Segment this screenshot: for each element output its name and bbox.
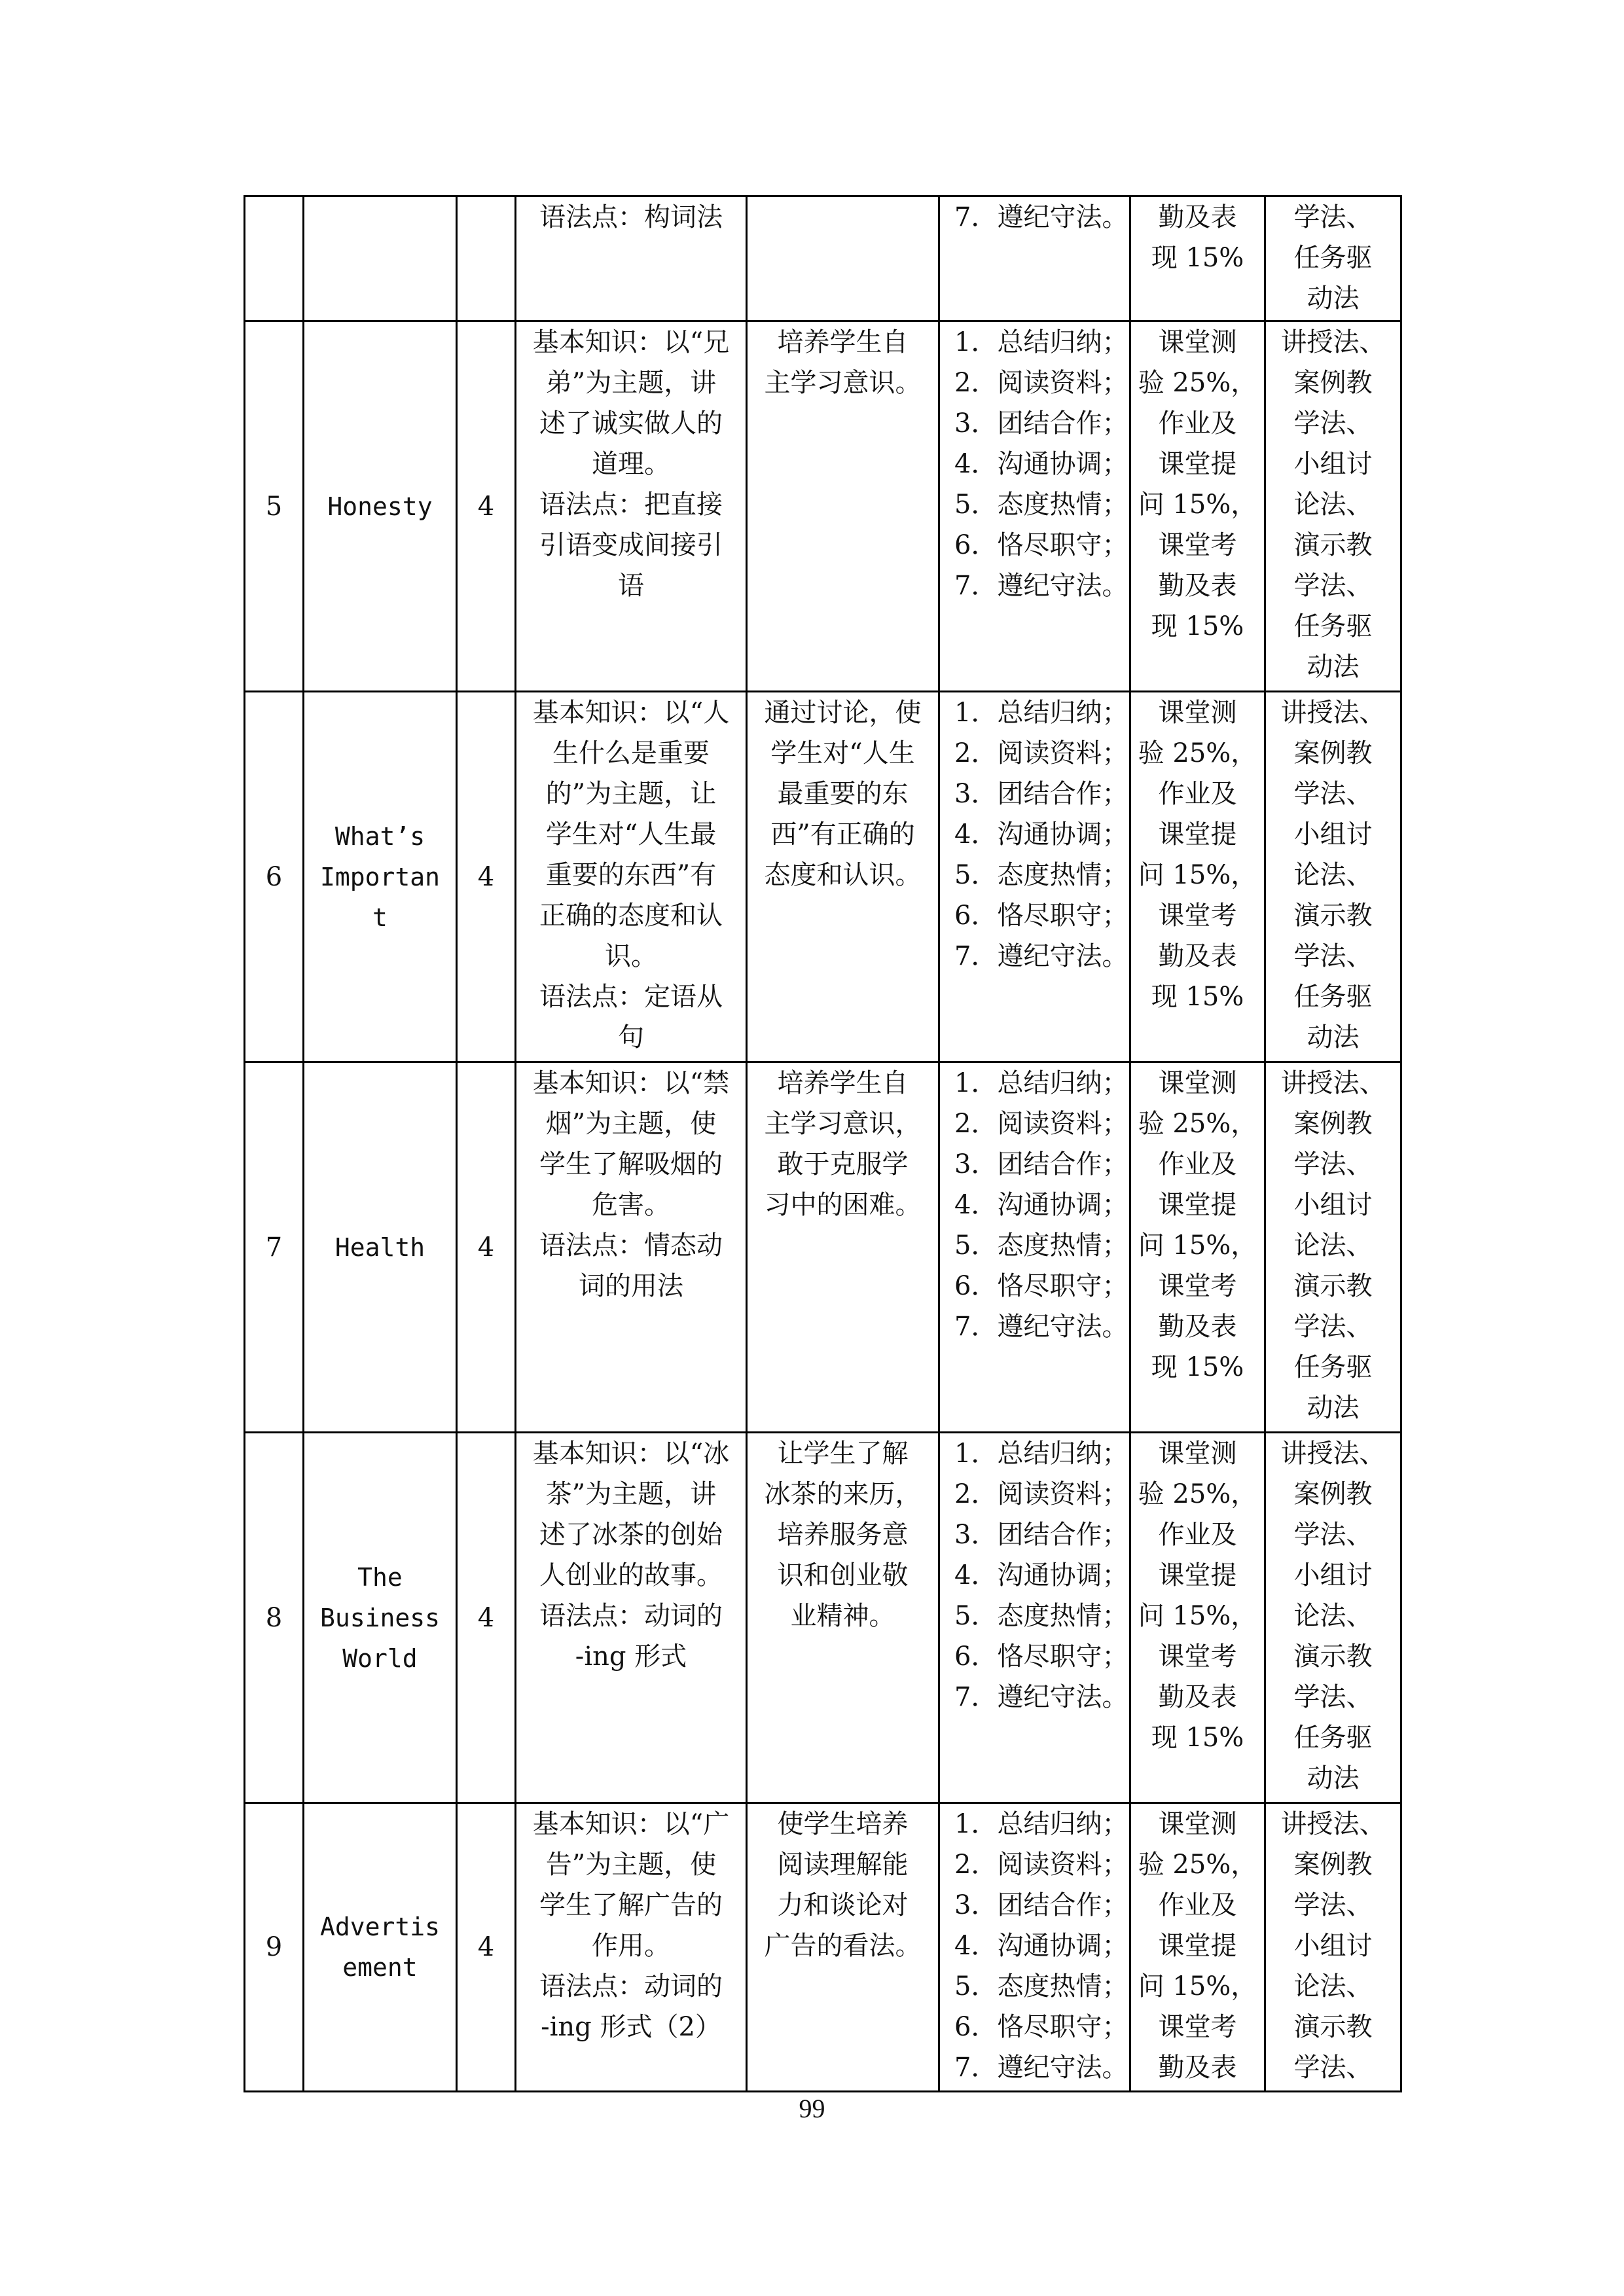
cell-goals-line: 学生对“人生: [770, 738, 915, 768]
cell-unit-title-line: What’s: [334, 821, 425, 851]
cell-teaching-methods-line: 学法、: [1293, 571, 1373, 601]
cell-abilities-line: 1．总结归纳；: [954, 1068, 1128, 1098]
cell-abilities-line: 5．态度热情；: [954, 1601, 1128, 1631]
cell-content: [516, 692, 747, 1062]
cell-assessment-line: 验 25%，: [1138, 1850, 1257, 1880]
cell-teaching-methods-line: 学法、: [1293, 2053, 1373, 2083]
cell-content: [516, 196, 747, 321]
cell-abilities-line: 7．遵纪守法。: [954, 941, 1128, 971]
cell-assessment-line: 课堂提: [1158, 1560, 1237, 1590]
cell-abilities-line: 4．沟通协调；: [954, 449, 1128, 479]
cell-assessment-line: 现 15%: [1151, 1723, 1244, 1753]
cell-unit-title: [304, 1433, 457, 1803]
cell-teaching-methods-line: 演示教: [1293, 2012, 1373, 2042]
cell-number: [245, 196, 304, 321]
cell-assessment-line: 课堂测: [1158, 1439, 1237, 1469]
cell-abilities-line: 4．沟通协调；: [954, 1931, 1128, 1961]
cell-hours: 4: [457, 692, 516, 1062]
cell-teaching-methods-line: 学法、: [1293, 1682, 1373, 1712]
cell-abilities-line: 2．阅读资料；: [954, 1850, 1128, 1880]
cell-content-line: 句: [618, 1022, 644, 1052]
cell-goals-line: 培养服务意: [777, 1520, 909, 1550]
cell-content-line: 语法点：把直接: [539, 490, 723, 520]
cell-goals-line: 通过讨论，使: [764, 698, 922, 728]
cell-abilities-line: 7．遵纪守法。: [954, 1682, 1128, 1712]
table-row: [245, 1062, 1401, 1433]
cell-abilities: [939, 692, 1130, 1062]
cell-abilities-line: 3．团结合作；: [954, 1149, 1128, 1179]
cell-teaching-methods: [1265, 321, 1401, 692]
cell-assessment-line: 作业及: [1158, 779, 1237, 809]
cell-content-line: 语法点：定语从: [539, 982, 723, 1012]
cell-content-line: 茶”为主题，讲: [545, 1479, 717, 1509]
table-row: [245, 321, 1401, 692]
cell-unit-title-line: Importan: [319, 862, 441, 891]
cell-teaching-methods-line: 学法、: [1293, 1520, 1373, 1550]
cell-hours: [457, 196, 516, 321]
cell-teaching-methods-line: 演示教: [1293, 901, 1373, 931]
cell-teaching-methods-line: 案例教: [1293, 1850, 1373, 1880]
cell-unit-title-line: World: [342, 1643, 418, 1673]
cell-assessment-line: 课堂提: [1158, 819, 1237, 850]
cell-content: [516, 1062, 747, 1433]
cell-content-line: -ing 形式: [575, 1641, 687, 1672]
cell-teaching-methods-line: 讲授法、: [1280, 327, 1386, 357]
cell-abilities: [939, 321, 1130, 692]
cell-content-line: 弟”为主题，讲: [545, 368, 717, 398]
cell-number: 5: [245, 321, 304, 692]
cell-goals-line: 业精神。: [790, 1601, 895, 1631]
cell-assessment-line: 现 15%: [1151, 982, 1244, 1012]
cell-teaching-methods-line: 学法、: [1293, 1149, 1373, 1179]
cell-teaching-methods-line: 演示教: [1293, 530, 1373, 560]
cell-content-line: 语法点：动词的: [539, 1601, 723, 1631]
cell-assessment-line: 课堂提: [1158, 1931, 1237, 1961]
cell-teaching-methods-line: 学法、: [1293, 1890, 1373, 1920]
cell-teaching-methods-line: 小组讨: [1293, 1560, 1373, 1590]
cell-assessment: [1130, 196, 1265, 321]
cell-assessment-line: 作业及: [1158, 1149, 1237, 1179]
cell-content-line: 学生了解广告的: [539, 1890, 723, 1920]
cell-assessment-line: 勤及表: [1158, 202, 1237, 232]
cell-assessment-line: 课堂测: [1158, 698, 1237, 728]
cell-teaching-methods-line: 动法: [1307, 1393, 1360, 1423]
cell-abilities: [939, 1062, 1130, 1433]
cell-teaching-methods-line: 讲授法、: [1280, 1809, 1386, 1839]
cell-teaching-methods-line: 论法、: [1293, 860, 1373, 890]
cell-hours: 4: [457, 1062, 516, 1433]
cell-assessment: [1130, 692, 1265, 1062]
page-number: 99: [799, 2094, 825, 2123]
cell-assessment-line: 问 15%，: [1138, 1230, 1257, 1261]
cell-teaching-methods-line: 学法、: [1293, 1312, 1373, 1342]
cell-assessment-line: 作业及: [1158, 408, 1237, 439]
cell-assessment-line: 勤及表: [1158, 571, 1237, 601]
cell-abilities-line: 6．恪尽职守；: [954, 901, 1128, 931]
cell-teaching-methods-line: 论法、: [1293, 1971, 1373, 2001]
cell-abilities-line: 5．态度热情；: [954, 490, 1128, 520]
cell-teaching-methods-line: 论法、: [1293, 1601, 1373, 1631]
course-schedule-table: [244, 195, 1402, 2092]
cell-abilities-line: 2．阅读资料；: [954, 1479, 1128, 1509]
cell-goals-line: 主学习意识，: [764, 1109, 922, 1139]
table-row: [245, 1433, 1401, 1803]
cell-abilities-line: 2．阅读资料；: [954, 368, 1128, 398]
cell-unit-title: [304, 1062, 457, 1433]
cell-content-line: 述了冰茶的创始: [539, 1520, 723, 1550]
cell-content-line: 作用。: [592, 1931, 670, 1961]
cell-teaching-methods-line: 案例教: [1293, 1479, 1373, 1509]
cell-teaching-methods-line: 讲授法、: [1280, 698, 1386, 728]
cell-teaching-methods-line: 案例教: [1293, 738, 1373, 768]
cell-goals-line: 最重要的东: [777, 779, 909, 809]
cell-abilities-line: 5．态度热情；: [954, 860, 1128, 890]
table-body: [245, 196, 1401, 2092]
cell-goals-line: 广告的看法。: [764, 1931, 922, 1961]
cell-unit-title-line: ement: [342, 1953, 418, 1982]
cell-content-line: 基本知识：以“禁: [532, 1068, 730, 1098]
cell-content-line: 人创业的故事。: [539, 1560, 723, 1590]
cell-goals-line: 让学生了解: [777, 1439, 909, 1469]
cell-teaching-methods-line: 动法: [1307, 652, 1360, 682]
cell-assessment-line: 问 15%，: [1138, 860, 1257, 890]
cell-assessment-line: 课堂测: [1158, 1068, 1237, 1098]
cell-assessment-line: 问 15%，: [1138, 1601, 1257, 1631]
cell-assessment: [1130, 1062, 1265, 1433]
cell-assessment-line: 作业及: [1158, 1520, 1237, 1550]
cell-goals-line: 培养学生自: [777, 1068, 909, 1098]
cell-abilities-line: 3．团结合作；: [954, 1520, 1128, 1550]
cell-goals-line: 敢于克服学: [777, 1149, 909, 1179]
cell-assessment-line: 课堂测: [1158, 327, 1237, 357]
cell-unit-title-line: Business: [319, 1603, 441, 1632]
cell-abilities-line: 1．总结归纳；: [954, 698, 1128, 728]
cell-unit-title: [304, 321, 457, 692]
cell-content-line: 的”为主题，让: [545, 779, 717, 809]
cell-abilities-line: 1．总结归纳；: [954, 1809, 1128, 1839]
cell-teaching-methods-line: 小组讨: [1293, 819, 1373, 850]
cell-abilities-line: 3．团结合作；: [954, 408, 1128, 439]
cell-assessment-line: 课堂提: [1158, 449, 1237, 479]
cell-content-line: 词的用法: [579, 1271, 683, 1301]
cell-assessment-line: 验 25%，: [1138, 368, 1257, 398]
cell-goals: [747, 1803, 939, 2092]
cell-abilities-line: 3．团结合作；: [954, 779, 1128, 809]
cell-assessment-line: 勤及表: [1158, 1682, 1237, 1712]
cell-goals: [747, 196, 939, 321]
cell-assessment-line: 课堂考: [1158, 2012, 1237, 2042]
cell-content-line: 语法点：情态动: [539, 1230, 723, 1261]
cell-assessment: [1130, 1433, 1265, 1803]
cell-content-line: 烟”为主题，使: [545, 1109, 717, 1139]
cell-content-line: 引语变成间接引: [539, 530, 723, 560]
cell-abilities-line: 2．阅读资料；: [954, 738, 1128, 768]
cell-assessment-line: 课堂提: [1158, 1190, 1237, 1220]
cell-teaching-methods: [1265, 1433, 1401, 1803]
cell-teaching-methods: [1265, 1062, 1401, 1433]
cell-assessment-line: 问 15%，: [1138, 1971, 1257, 2001]
cell-abilities-line: 6．恪尽职守；: [954, 1271, 1128, 1301]
cell-assessment-line: 现 15%: [1151, 611, 1244, 641]
cell-teaching-methods-line: 讲授法、: [1280, 1439, 1386, 1469]
cell-goals: [747, 1062, 939, 1433]
cell-unit-title: [304, 692, 457, 1062]
cell-goals-line: 培养学生自: [777, 327, 909, 357]
cell-teaching-methods-line: 任务驱: [1293, 1723, 1373, 1753]
cell-teaching-methods-line: 任务驱: [1293, 982, 1373, 1012]
cell-abilities-line: 4．沟通协调；: [954, 1190, 1128, 1220]
cell-abilities-line: 3．团结合作；: [954, 1890, 1128, 1920]
cell-number: 9: [245, 1803, 304, 2092]
cell-assessment-line: 勤及表: [1158, 1312, 1237, 1342]
cell-teaching-methods-line: 小组讨: [1293, 1190, 1373, 1220]
cell-content-line: 生什么是重要: [552, 738, 710, 768]
cell-content: [516, 321, 747, 692]
cell-goals: [747, 321, 939, 692]
cell-content-line: 道理。: [592, 449, 670, 479]
cell-abilities-line: 7．遵纪守法。: [954, 202, 1128, 232]
cell-teaching-methods-line: 任务驱: [1293, 1352, 1373, 1382]
cell-teaching-methods-line: 演示教: [1293, 1271, 1373, 1301]
cell-goals-line: 西”有正确的: [770, 819, 915, 850]
cell-content-line: 告”为主题，使: [545, 1850, 717, 1880]
cell-teaching-methods-line: 小组讨: [1293, 449, 1373, 479]
cell-teaching-methods-line: 案例教: [1293, 1109, 1373, 1139]
cell-abilities-line: 7．遵纪守法。: [954, 571, 1128, 601]
cell-content: [516, 1433, 747, 1803]
cell-unit-title: [304, 1803, 457, 2092]
table-row: [245, 692, 1401, 1062]
cell-unit-title-line: Advertis: [319, 1912, 441, 1941]
cell-teaching-methods-line: 学法、: [1293, 408, 1373, 439]
cell-goals: [747, 1433, 939, 1803]
cell-assessment-line: 现 15%: [1151, 243, 1244, 273]
cell-assessment-line: 课堂考: [1158, 901, 1237, 931]
cell-abilities-line: 6．恪尽职守；: [954, 1641, 1128, 1672]
cell-content-line: 语: [618, 571, 644, 601]
cell-abilities: [939, 1433, 1130, 1803]
cell-teaching-methods: [1265, 196, 1401, 321]
cell-assessment-line: 勤及表: [1158, 2053, 1237, 2083]
cell-teaching-methods: [1265, 692, 1401, 1062]
cell-content-line: 基本知识：以“冰: [532, 1439, 730, 1469]
cell-goals-line: 阅读理解能: [777, 1850, 909, 1880]
cell-assessment-line: 现 15%: [1151, 1352, 1244, 1382]
cell-goals-line: 识和创业敬: [777, 1560, 909, 1590]
cell-teaching-methods-line: 动法: [1307, 283, 1360, 314]
cell-content-line: 基本知识：以“广: [532, 1809, 730, 1839]
table-row: [245, 196, 1401, 321]
cell-teaching-methods-line: 学法、: [1293, 202, 1373, 232]
cell-abilities: [939, 1803, 1130, 2092]
cell-abilities-line: 1．总结归纳；: [954, 1439, 1128, 1469]
cell-hours: 4: [457, 321, 516, 692]
cell-teaching-methods-line: 学法、: [1293, 941, 1373, 971]
cell-content-line: 语法点：动词的: [539, 1971, 723, 2001]
cell-teaching-methods-line: 论法、: [1293, 1230, 1373, 1261]
cell-goals-line: 习中的困难。: [764, 1190, 922, 1220]
cell-unit-title-line: Health: [334, 1232, 425, 1262]
cell-assessment-line: 验 25%，: [1138, 1479, 1257, 1509]
cell-assessment-line: 课堂考: [1158, 1271, 1237, 1301]
cell-content: [516, 1803, 747, 2092]
cell-assessment-line: 勤及表: [1158, 941, 1237, 971]
cell-content-line: 学生对“人生最: [545, 819, 717, 850]
cell-goals-line: 力和谈论对: [777, 1890, 909, 1920]
cell-number: 6: [245, 692, 304, 1062]
cell-assessment-line: 问 15%，: [1138, 490, 1257, 520]
cell-assessment-line: 作业及: [1158, 1890, 1237, 1920]
cell-unit-title: [304, 196, 457, 321]
cell-content-line: 基本知识：以“兄: [532, 327, 730, 357]
cell-content-line: 危害。: [592, 1190, 670, 1220]
cell-abilities-line: 5．态度热情；: [954, 1230, 1128, 1261]
cell-number: 8: [245, 1433, 304, 1803]
cell-content-line: 基本知识：以“人: [532, 698, 730, 728]
cell-content-line: 述了诚实做人的: [539, 408, 723, 439]
table-row: [245, 1803, 1401, 2092]
cell-goals-line: 主学习意识。: [764, 368, 922, 398]
cell-assessment: [1130, 321, 1265, 692]
cell-number: 7: [245, 1062, 304, 1433]
cell-teaching-methods-line: 论法、: [1293, 490, 1373, 520]
cell-teaching-methods-line: 任务驱: [1293, 611, 1373, 641]
cell-teaching-methods-line: 动法: [1307, 1763, 1360, 1793]
cell-assessment-line: 课堂考: [1158, 1641, 1237, 1672]
cell-content-line: 学生了解吸烟的: [539, 1149, 723, 1179]
cell-goals-line: 使学生培养: [777, 1809, 909, 1839]
cell-content-line: 正确的态度和认: [539, 901, 723, 931]
cell-abilities-line: 4．沟通协调；: [954, 819, 1128, 850]
cell-teaching-methods: [1265, 1803, 1401, 2092]
cell-teaching-methods-line: 任务驱: [1293, 243, 1373, 273]
cell-teaching-methods-line: 演示教: [1293, 1641, 1373, 1672]
cell-abilities-line: 1．总结归纳；: [954, 327, 1128, 357]
cell-goals-line: 态度和认识。: [764, 860, 922, 890]
cell-assessment-line: 验 25%，: [1138, 1109, 1257, 1139]
cell-goals-line: 冰茶的来历，: [764, 1479, 922, 1509]
cell-abilities-line: 4．沟通协调；: [954, 1560, 1128, 1590]
cell-teaching-methods-line: 讲授法、: [1280, 1068, 1386, 1098]
cell-unit-title-line: The: [357, 1562, 403, 1592]
cell-content-line: 语法点：构词法: [539, 202, 723, 232]
cell-abilities-line: 6．恪尽职守；: [954, 2012, 1128, 2042]
cell-abilities-line: 7．遵纪守法。: [954, 2053, 1128, 2083]
cell-content-line: -ing 形式（2）: [541, 2012, 721, 2042]
cell-hours: 4: [457, 1433, 516, 1803]
cell-abilities-line: 6．恪尽职守；: [954, 530, 1128, 560]
cell-abilities-line: 5．态度热情；: [954, 1971, 1128, 2001]
cell-teaching-methods-line: 学法、: [1293, 779, 1373, 809]
cell-teaching-methods-line: 小组讨: [1293, 1931, 1373, 1961]
cell-abilities-line: 2．阅读资料；: [954, 1109, 1128, 1139]
cell-abilities-line: 7．遵纪守法。: [954, 1312, 1128, 1342]
cell-teaching-methods-line: 案例教: [1293, 368, 1373, 398]
cell-unit-title-line: Honesty: [327, 492, 433, 521]
cell-content-line: 识。: [605, 941, 657, 971]
cell-assessment-line: 课堂考: [1158, 530, 1237, 560]
cell-content-line: 重要的东西”有: [545, 860, 717, 890]
cell-goals: [747, 692, 939, 1062]
cell-assessment: [1130, 1803, 1265, 2092]
cell-teaching-methods-line: 动法: [1307, 1022, 1360, 1052]
cell-abilities: [939, 196, 1130, 321]
cell-hours: 4: [457, 1803, 516, 2092]
cell-assessment-line: 课堂测: [1158, 1809, 1237, 1839]
cell-unit-title-line: t: [372, 903, 388, 932]
cell-assessment-line: 验 25%，: [1138, 738, 1257, 768]
